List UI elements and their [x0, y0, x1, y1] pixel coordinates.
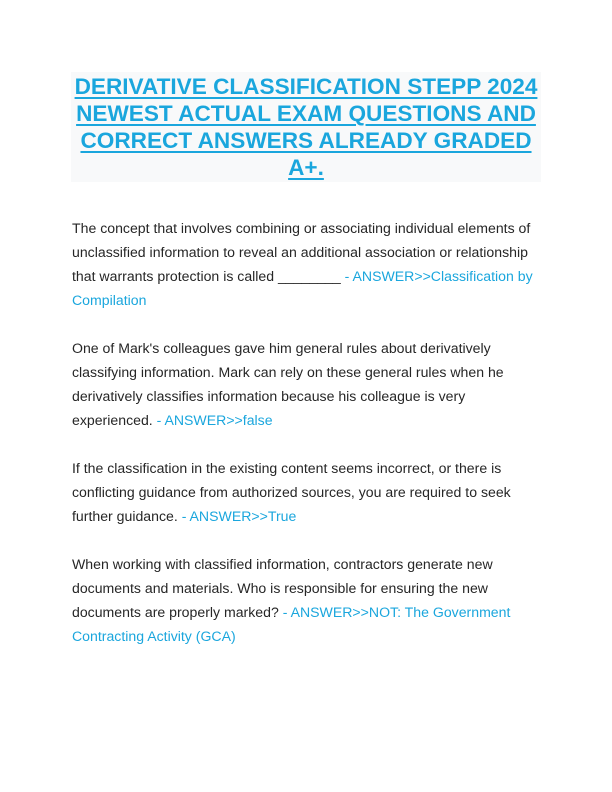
- qa-item: [72, 216, 540, 312]
- qa-item: [72, 552, 540, 648]
- answer-text: - ANSWER>>NOT: The Government Contracting Activity (GCA): [72, 604, 511, 644]
- answer-text: - ANSWER>>Classification by Compilation: [72, 268, 533, 308]
- answer-text: - ANSWER>>false: [156, 412, 273, 428]
- question-text: If the classification in the existing content seems incorrect, or there is conflicting guidance from authorized sources, you are required to seek further guidance.: [72, 460, 511, 524]
- question-text: The concept that involves combining or associating individual elements of unclassified information to reveal an additional association or relationship that warrants protection is called ________: [72, 220, 531, 284]
- question-text: When working with classified information, contractors generate new documents and materials. Who is responsible for ensuring the new documents are properly marked?: [72, 556, 493, 620]
- title-banner: [71, 72, 541, 182]
- qa-item: [72, 336, 540, 432]
- document-title: DERIVATIVE CLASSIFICATION STEPP 2024 NEWEST ACTUAL EXAM QUESTIONS AND CORRECT ANSWERS ALREADY GRADED A+.: [74, 74, 538, 180]
- answer-text: - ANSWER>>True: [181, 508, 297, 524]
- qa-list: [72, 216, 540, 672]
- question-text: One of Mark's colleagues gave him general rules about derivatively classifying information. Mark can rely on these general rules when he derivatively classifies information because his colleague is very experienced.: [72, 340, 504, 428]
- qa-item: [72, 456, 540, 528]
